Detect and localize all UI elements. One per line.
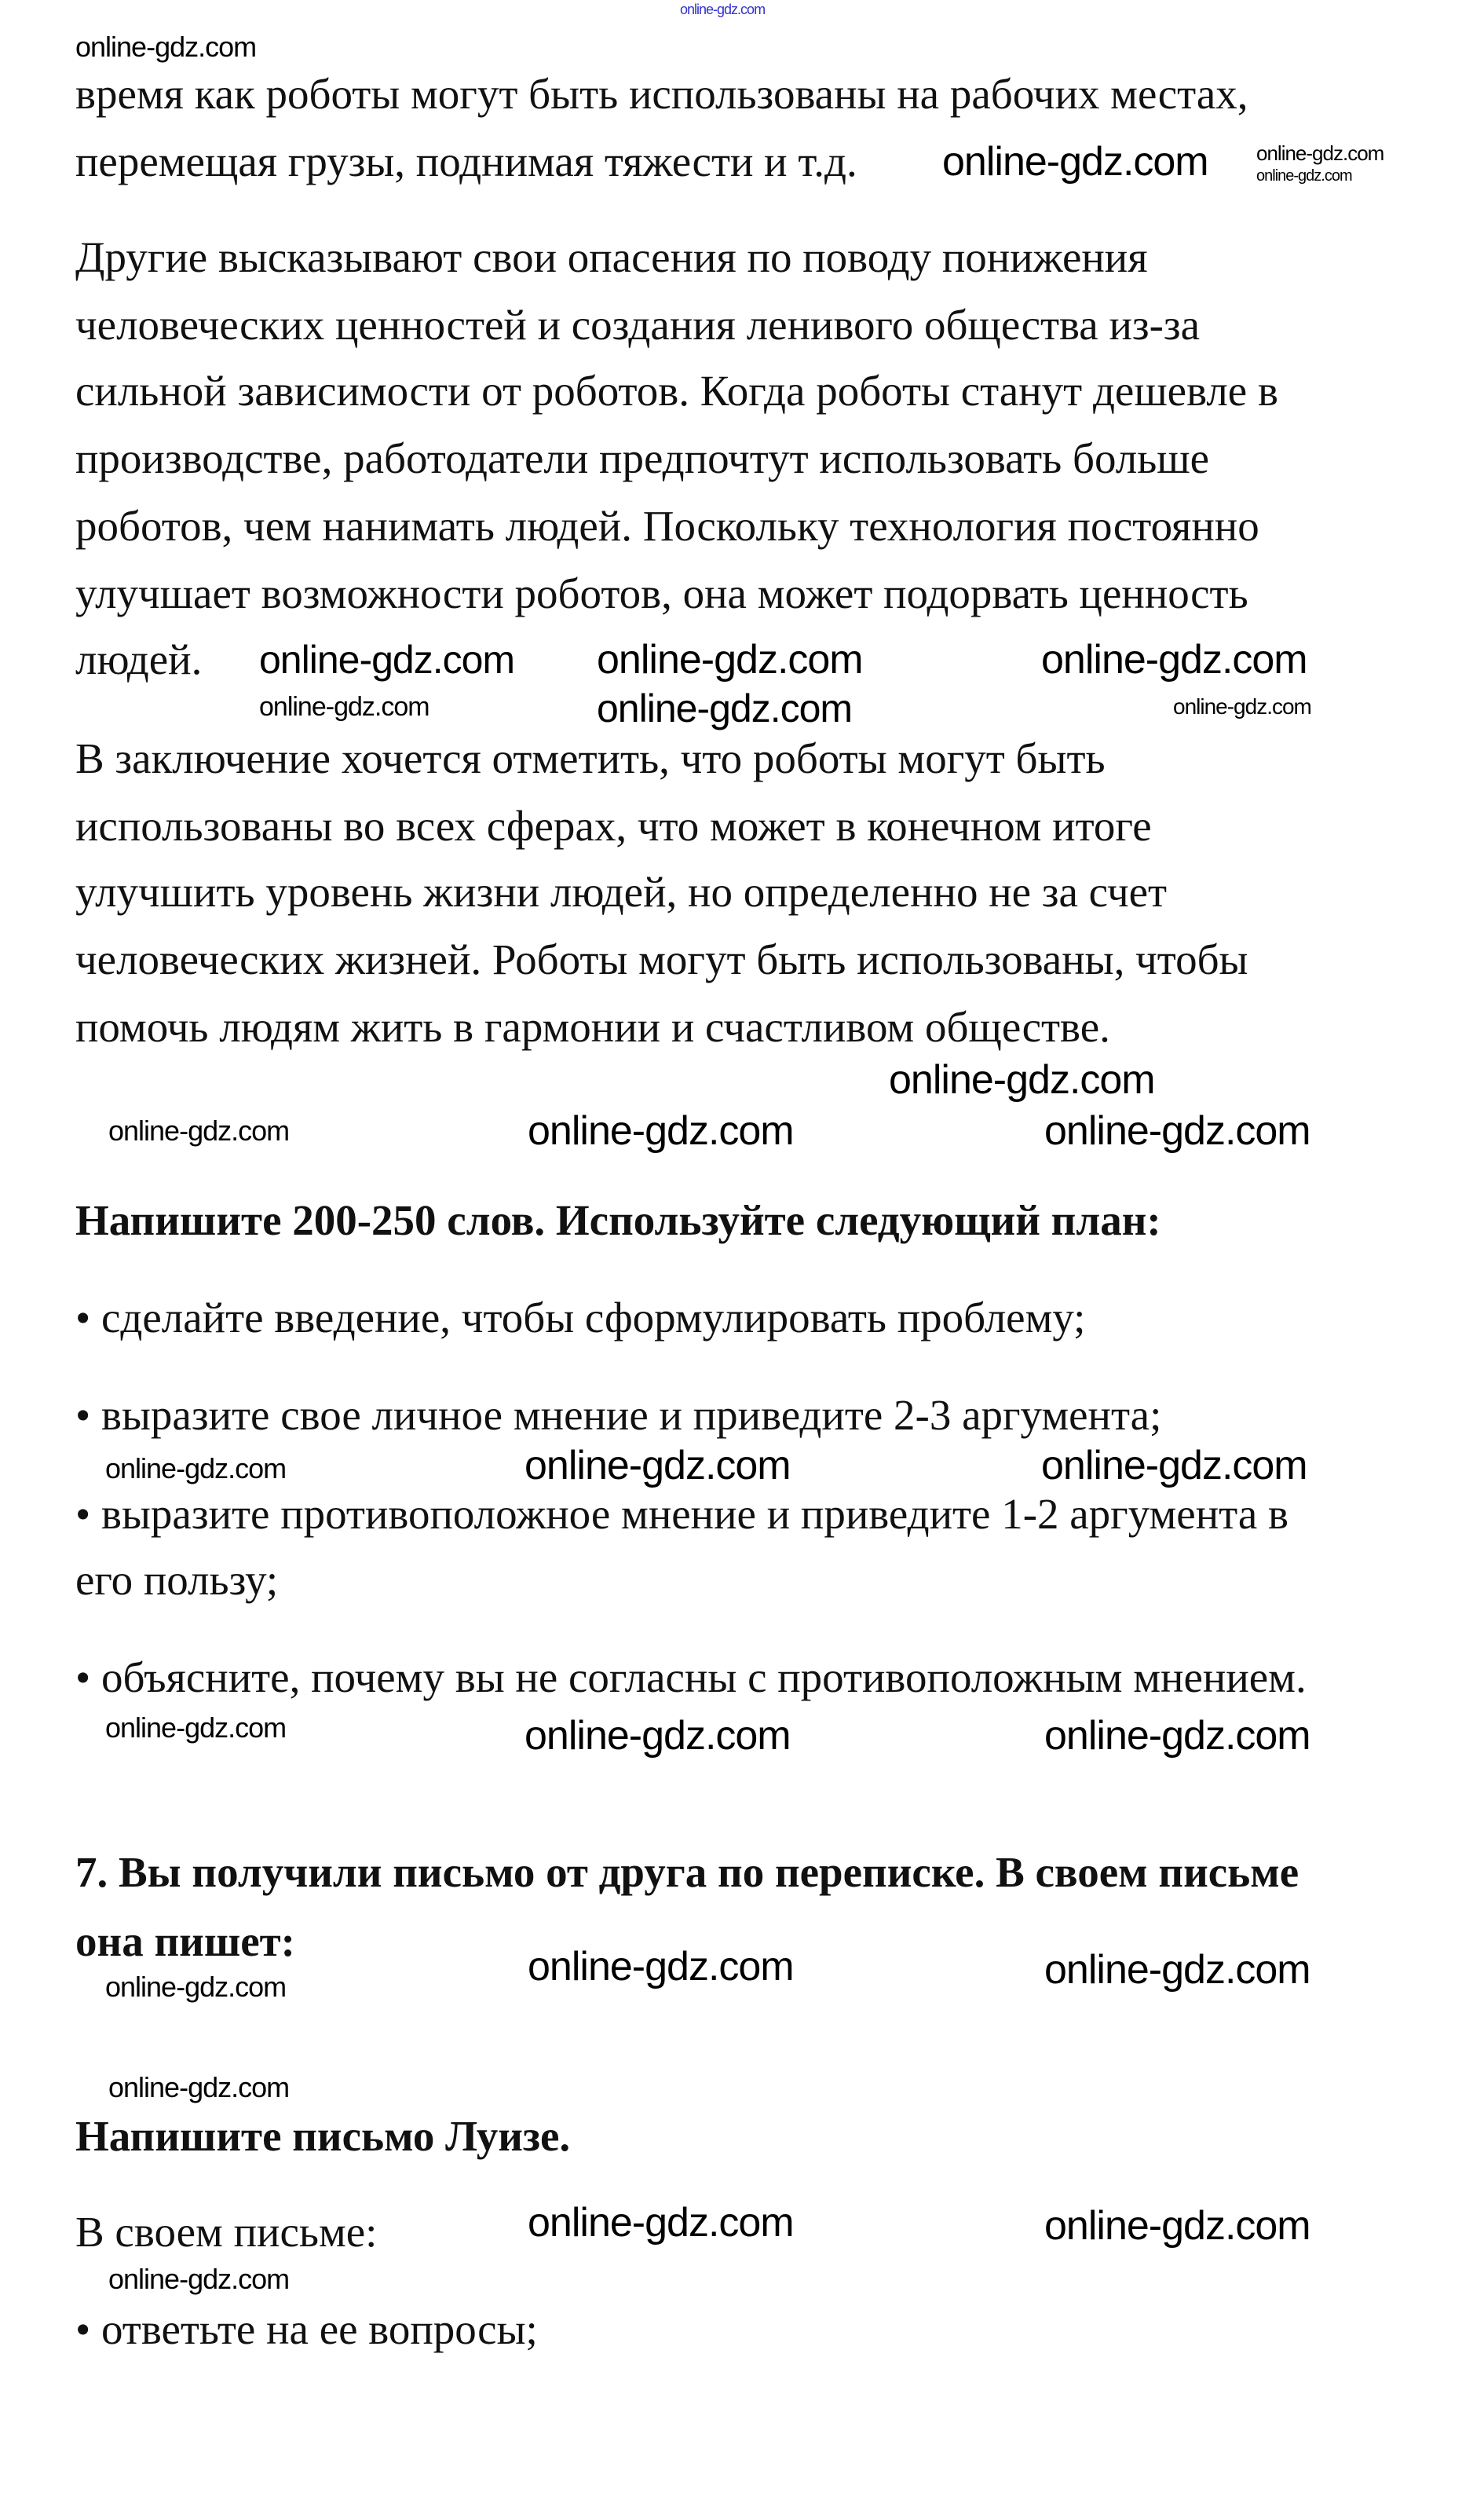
watermark: online-gdz.com [105, 1452, 287, 1484]
watermark: online-gdz.com [1041, 637, 1307, 683]
task-heading: она пишет: [75, 1917, 295, 1965]
text-line: помочь людям жить в гармонии и счастливом обществе. [75, 1003, 1110, 1051]
watermark: online-gdz.com [108, 2263, 290, 2295]
watermark: online-gdz.com [75, 31, 257, 63]
watermark: online-gdz.com [259, 692, 429, 722]
watermark: online-gdz.com [942, 139, 1208, 185]
watermark: online-gdz.com [680, 2, 766, 17]
plan-heading: Напишите 200-250 слов. Используйте следующий план: [75, 1196, 1161, 1244]
watermark: online-gdz.com [1041, 1443, 1307, 1488]
watermark: online-gdz.com [1044, 1108, 1310, 1154]
plan-item: его пользу; [75, 1556, 279, 1604]
watermark: online-gdz.com [105, 1971, 287, 2003]
letter-item: • ответьте на ее вопросы; [75, 2305, 538, 2353]
plan-item: • выразите свое личное мнение и приведите 2-3 аргумента; [75, 1391, 1162, 1439]
task-heading: 7. Вы получили письмо от друга по переписке. В своем письме [75, 1848, 1299, 1896]
text-line: время как роботы могут быть использованы на рабочих местах, [75, 70, 1248, 118]
watermark: online-gdz.com [525, 1713, 791, 1759]
watermark: online-gdz.com [597, 637, 863, 683]
watermark: online-gdz.com [525, 1443, 791, 1488]
write-letter-instruction: Напишите письмо Луизе. [75, 2112, 571, 2160]
in-letter-label: В своем письме: [75, 2208, 378, 2256]
watermark: online-gdz.com [1256, 141, 1384, 165]
text-line: производстве, работодатели предпочтут использовать больше [75, 434, 1210, 482]
text-line: перемещая грузы, поднимая тяжести и т.д. [75, 137, 857, 185]
plan-item: • сделайте введение, чтобы сформулировать проблему; [75, 1294, 1086, 1342]
text-line: улучшает возможности роботов, она может подорвать ценность [75, 569, 1248, 617]
plan-item: • объясните, почему вы не согласны с противоположным мнением. [75, 1653, 1307, 1701]
watermark: online-gdz.com [1173, 694, 1311, 719]
watermark: online-gdz.com [1044, 1947, 1310, 1993]
text-line: использованы во всех сферах, что может в конечном итоге [75, 802, 1152, 850]
plan-item: • выразите противоположное мнение и приведите 1-2 аргумента в [75, 1490, 1288, 1538]
watermark: online-gdz.com [1044, 2203, 1310, 2249]
watermark: online-gdz.com [597, 686, 853, 730]
watermark: online-gdz.com [528, 1944, 794, 1989]
watermark: online-gdz.com [528, 2200, 794, 2246]
text-line: роботов, чем нанимать людей. Поскольку технология постоянно [75, 502, 1259, 550]
text-line: человеческих ценностей и создания ленивого общества из-за [75, 301, 1201, 349]
watermark: online-gdz.com [105, 1711, 287, 1744]
watermark: online-gdz.com [259, 638, 515, 682]
text-line: Другие высказывают свои опасения по поводу понижения [75, 233, 1148, 281]
text-line: человеческих жизней. Роботы могут быть использованы, чтобы [75, 935, 1248, 983]
text-line: В заключение хочется отметить, что роботы могут быть [75, 734, 1106, 782]
watermark: online-gdz.com [108, 1115, 290, 1147]
watermark: online-gdz.com [528, 1108, 794, 1154]
text-line: людей. [75, 635, 203, 683]
watermark: online-gdz.com [889, 1057, 1155, 1103]
watermark: online-gdz.com [1044, 1713, 1310, 1759]
watermark: online-gdz.com [108, 2071, 290, 2103]
text-line: улучшить уровень жизни людей, но определенно не за счет [75, 868, 1168, 916]
text-line: сильной зависимости от роботов. Когда роботы станут дешевле в [75, 367, 1278, 415]
watermark: online-gdz.com [1256, 167, 1352, 185]
